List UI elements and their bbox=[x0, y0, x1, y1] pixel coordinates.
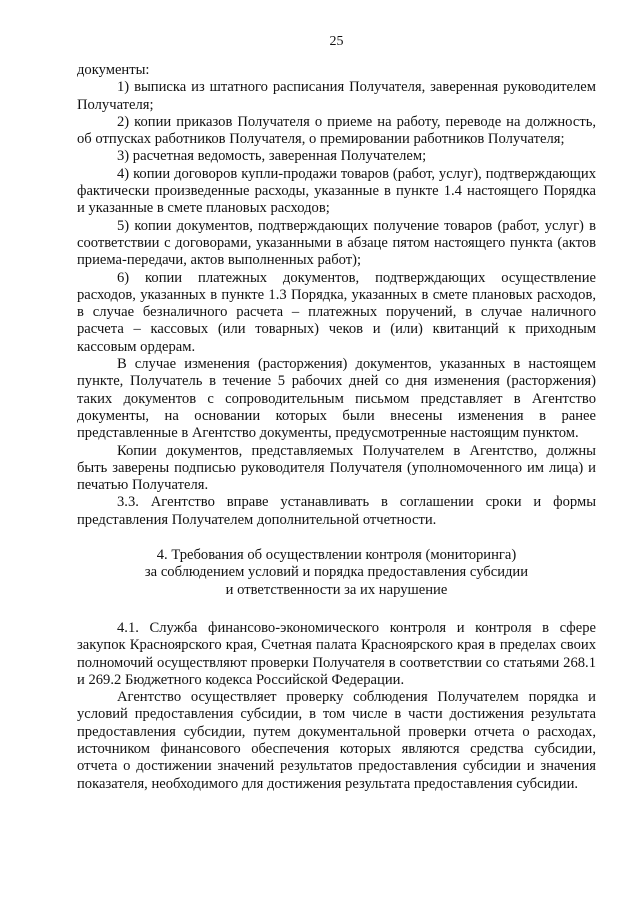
paragraph-item-6: 6) копии платежных документов, подтверждающих осуществление расходов, указанных в пункте 1.3 Порядка, указанных в смете плановых расходов, в случае безналичного расчета – платежных поручений, в случае наличного расчета – кассовых (или товарных) чеков и (или) квитанций к приходным кассовым ордерам. bbox=[77, 269, 596, 355]
page-number: 25 bbox=[329, 34, 344, 49]
paragraph-item-2: 2) копии приказов Получателя о приеме на работу, переводе на должность, об отпусках работников Получателя, о премировании работников Получателя; bbox=[77, 113, 596, 148]
paragraph-item-4: 4) копии договоров купли-продажи товаров (работ, услуг), подтверждающих фактически произведенные расходы, указанные в пункте 1.4 настоящего Порядка и указанные в смете плановых расходов; bbox=[77, 165, 596, 217]
paragraph-item-5: 5) копии документов, подтверждающих получение товаров (работ, услуг) в соответствии с договорами, указанными в абзаце пятом настоящего пункта (актов приема-передачи, актов выполненных работ); bbox=[77, 217, 596, 269]
paragraph-agency-check: Агентство осуществляет проверку соблюдения Получателем порядка и условий предоставления субсидии, в том числе в части достижения результата предоставления субсидии, путем документальной проверки отчета о расходах, источником финансового обеспечения которых являются средства субсидии, отчета о достижении значений результатов предоставления субсидии и значения показателя, необходимого для достижения результата предоставления субсидии. bbox=[77, 689, 596, 792]
section-heading-line-1: 4. Требования об осуществлении контроля (мониторинга) bbox=[156, 547, 517, 564]
paragraph-3-3: 3.3. Агентство вправе устанавливать в соглашении сроки и формы представления Получателем дополнительной отчетности. bbox=[77, 494, 596, 528]
paragraph-4-1: 4.1. Служба финансово-экономического контроля и контроля в сфере закупок Красноярского края, Счетная палата Красноярского края в пределах своих полномочий осуществляют проверки Получателя в соответствии со статьями 268.1 и 269.2 Бюджетного кодекса Российской Федерации. bbox=[77, 619, 596, 688]
paragraph-changes: В случае изменения (расторжения) документов, указанных в настоящем пункте, Получатель в течение 5 рабочих дней со дня изменения (расторжения) таких документов с сопроводительным письмом представляет в Агентство документы, на основании которых были внесены изменения в ранее представленные в Агентство документы, предусмотренные настоящим пунктом. bbox=[77, 356, 596, 442]
paragraph-copies: Копии документов, представляемых Получателем в Агентство, должны быть заверены подписью руководителя Получателя (уполномоченного им лица) и печатью Получателя. bbox=[77, 442, 596, 494]
paragraph-documents-intro: документы: bbox=[77, 62, 150, 78]
paragraph-item-3: 3) расчетная ведомость, заверенная Получателем; bbox=[117, 148, 427, 165]
bottom-paragraphs bbox=[77, 620, 596, 793]
paragraph-item-1: 1) выписка из штатного расписания Получателя, заверенная руководителем Получателя; bbox=[77, 79, 596, 113]
section-heading bbox=[77, 547, 596, 599]
top-paragraphs bbox=[77, 62, 596, 529]
section-heading-line-2: за соблюдением условий и порядка предоставления субсидии bbox=[144, 564, 529, 581]
section-heading-line-3: и ответственности за их нарушение bbox=[225, 581, 448, 598]
